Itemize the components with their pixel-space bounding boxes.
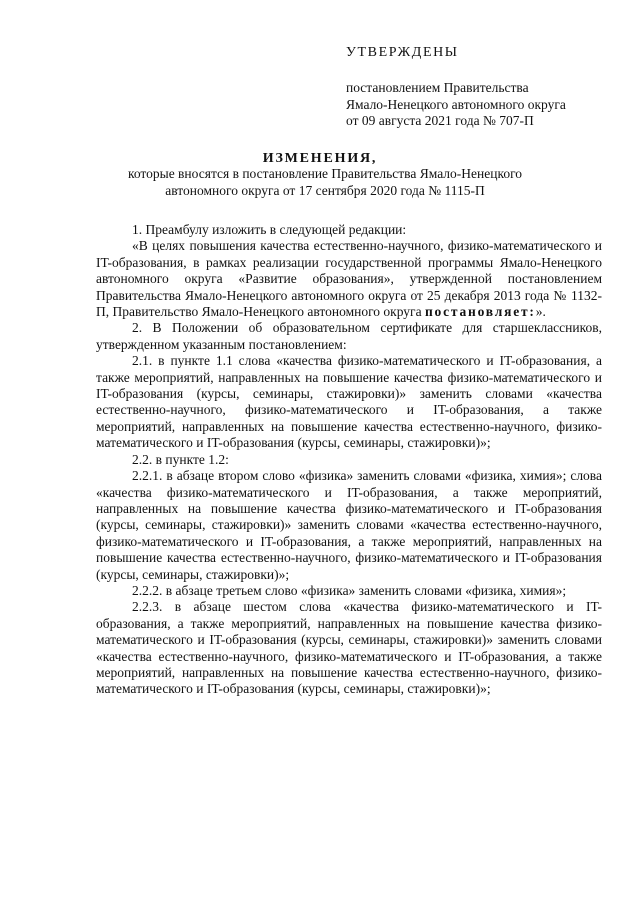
paragraph-2	[96, 238, 602, 320]
approval-line-1: постановлением Правительства	[346, 80, 529, 95]
approval-line-2: Ямало-Ненецкого автономного округа	[346, 96, 566, 112]
document-body	[96, 222, 602, 698]
document-title: ИЗМЕНЕНИЯ,	[262, 151, 378, 166]
paragraph-2-text: «В целях повышения качества естественно-научного, физико-математического и IT-образования, в рамках реализации государственной программы Ямало-Ненецкого автономного округа «Развитие образования», утвержденной постановлением Правительства Ямало-Ненецкого автономного округа от 25 декабря 2013 года № 1132-П, Правительство Ямало-Ненецкого автономного округа	[96, 238, 602, 320]
subtitle-line-1: которые вносятся в постановление Правительства Ямало-Ненецкого	[127, 166, 523, 181]
paragraph-2-emphasis: постановляет:	[424, 304, 536, 320]
paragraph-1: 1. Преамбулу изложить в следующей редакции:	[132, 222, 407, 237]
paragraph-5: 2.2. в пункте 1.2:	[132, 451, 229, 467]
subtitle-line-2: автономного округа от 17 сентября 2020 года № 1115-П	[165, 182, 485, 198]
paragraph-2-end: ».	[535, 304, 546, 320]
approval-heading: УТВЕРЖДЕНЫ	[346, 45, 459, 60]
approval-block	[346, 80, 606, 130]
paragraph-8: 2.2.3. в абзаце шестом слова «качества физико-математического и IT-образования, а также мероприятий, направленных на повышение качества физико-математического и IT-образования (курсы, семинары, стажировки)» заменить словами «качества естественно-научного, физико-математического и IT-образования, а также мероприятий, направленных на повышение качества естественно-научного, физико-математического и IT-образования (курсы, семинары, стажировки)»;	[96, 599, 602, 697]
paragraph-6: 2.2.1. в абзаце втором слово «физика» заменить словами «физика, химия»; слова «качества физико-математического и IT-образования, а также мероприятий, направленных на повышение качества физико-математического и IT-образования (курсы, семинары, стажировки)» заменить словами «качества естественно-научного, физико-математического и IT-образования, а также мероприятий, направленных на повышение качества естественно-научного, физико-математического и IT-образования (курсы, семинары, стажировки)»;	[96, 468, 602, 582]
approval-line-3: от 09 августа 2021 года № 707-П	[346, 113, 534, 128]
paragraph-7: 2.2.2. в абзаце третьем слово «физика» заменить словами «физика, химия»;	[132, 582, 567, 598]
paragraph-4: 2.1. в пункте 1.1 слова «качества физико-математического и IT-образования, а также мероприятий, направленных на повышение качества физико-математического и IT-образования (курсы, семинары, стажировки)» заменить словами «качества естественно-научного, физико-математического и IT-образования, а также мероприятий, направленных на повышение качества естественно-научного, физико-математического и IT-образования (курсы, семинары, стажировки)»;	[96, 353, 602, 451]
paragraph-3: 2. В Положении об образовательном сертификате для старшеклассников, утвержденном указанным постановлением:	[96, 320, 602, 352]
document-subtitle	[110, 166, 540, 199]
